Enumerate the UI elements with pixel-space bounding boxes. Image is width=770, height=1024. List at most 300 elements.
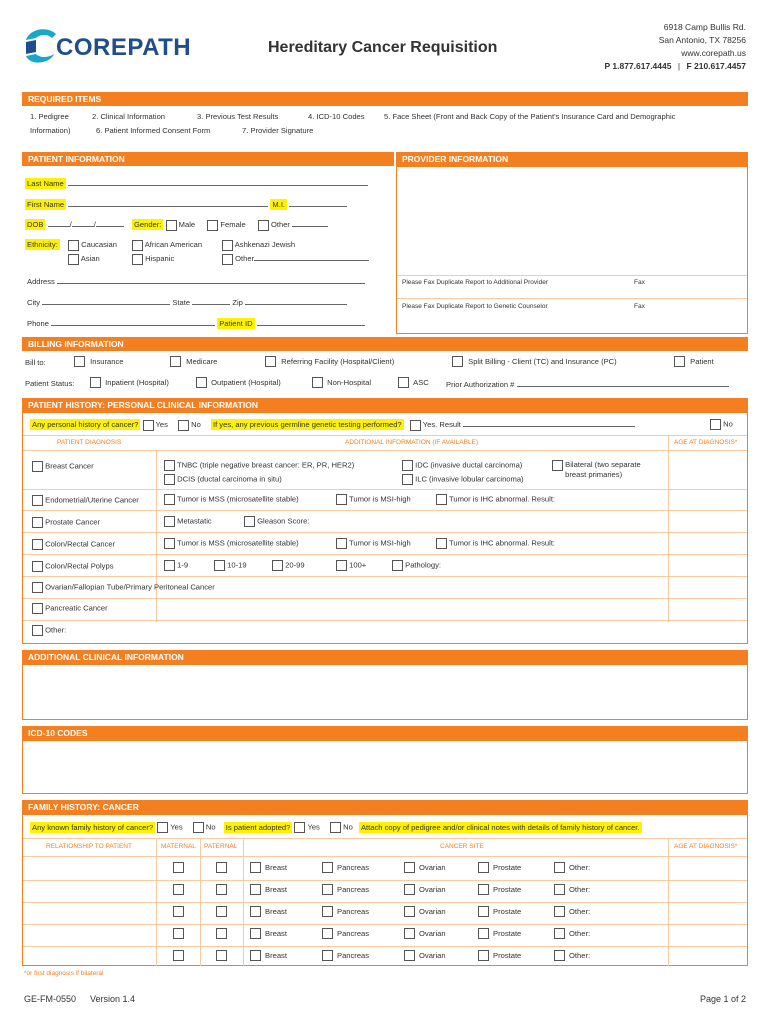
germline-no-checkbox[interactable]	[710, 419, 721, 430]
family-history-header: FAMILY HISTORY: CANCER	[22, 800, 748, 814]
colon-msi	[336, 538, 411, 549]
cancer-site-checkbox[interactable]	[478, 884, 489, 895]
diag-ovarian-checkbox[interactable]	[32, 582, 43, 593]
cancer-site-checkbox[interactable]	[554, 928, 565, 939]
row-divider	[23, 532, 747, 533]
status-inpatient	[90, 377, 169, 388]
cancer-site-option	[478, 862, 521, 873]
page-number: Page 1 of 2	[699, 994, 746, 1004]
personal-history-yes-checkbox[interactable]	[143, 420, 154, 431]
billing-medicare	[170, 356, 217, 367]
ethnicity-label-wrap	[25, 240, 60, 249]
billing-facility-checkbox[interactable]	[265, 356, 276, 367]
diag-other-label: Other:	[45, 625, 67, 635]
family-history-row	[30, 822, 642, 833]
cancer-site-label: Prostate	[493, 928, 522, 938]
personal-history-no-checkbox[interactable]	[178, 420, 189, 431]
polyps-count-checkbox[interactable]	[214, 560, 225, 571]
cancer-site-checkbox[interactable]	[478, 862, 489, 873]
prostate-gleason	[244, 516, 309, 527]
personal-history-row	[30, 419, 635, 431]
phone-id-row	[27, 318, 365, 328]
col-divider	[156, 450, 157, 622]
footnote: *or first diagnosis if bilateral	[24, 970, 104, 977]
endo-mss-checkbox[interactable]	[164, 494, 175, 505]
breast-tnbc	[164, 460, 354, 471]
cancer-site-label: Prostate	[493, 884, 522, 894]
family-history-no-label: No	[205, 822, 216, 832]
provider-dup-2: Please Fax Duplicate Report to Genetic Counselor	[402, 303, 548, 310]
cancer-site-checkbox[interactable]	[478, 950, 489, 961]
ethnicity-other-line[interactable]	[254, 253, 369, 261]
ethnicity-hispanic-checkbox[interactable]	[132, 254, 143, 265]
cancer-site-label: Ovarian	[419, 862, 446, 872]
status-asc-checkbox[interactable]	[398, 377, 409, 388]
ethnicity-asian-label: Asian	[80, 254, 100, 263]
phone-line[interactable]	[51, 318, 215, 326]
additional-clinical-box[interactable]	[22, 664, 748, 720]
diag-colon	[32, 539, 115, 550]
billing-info-header: BILLING INFORMATION	[22, 337, 748, 351]
gender-other-line[interactable]	[292, 219, 328, 227]
attach-pedigree-note: Attach copy of pedigree and/or clinical notes with details of family history of cancer.	[360, 822, 640, 832]
gender-label: Gender:	[133, 220, 162, 229]
paternal-checkbox[interactable]	[216, 862, 227, 873]
city-line[interactable]	[42, 297, 170, 305]
cancer-site-label: Breast	[265, 862, 287, 872]
required-item: Information)	[30, 126, 71, 135]
diag-prostate	[32, 517, 100, 528]
cancer-site-label: Prostate	[493, 950, 522, 960]
prostate-metastatic-checkbox[interactable]	[164, 516, 175, 527]
cancer-site-label: Prostate	[493, 862, 522, 872]
cancer-site-checkbox[interactable]	[404, 928, 415, 939]
cancer-site-option	[478, 928, 521, 939]
status-inpatient-checkbox[interactable]	[90, 377, 101, 388]
eth-col-3	[222, 238, 369, 266]
breast-ilc-label: ILC (invasive lobular carcinoma)	[415, 474, 524, 484]
ethnicity-ashkenazi-checkbox[interactable]	[222, 240, 233, 251]
diag-endometrial	[32, 495, 139, 506]
cancer-site-option	[250, 906, 287, 917]
diag-polyps-checkbox[interactable]	[32, 561, 43, 572]
phone-number: P 1.877.617.4445	[604, 61, 672, 71]
cancer-site-label: Pancreas	[337, 928, 370, 938]
maternal-checkbox[interactable]	[173, 928, 184, 939]
first-name-line[interactable]	[68, 199, 268, 207]
cancer-site-checkbox[interactable]	[478, 928, 489, 939]
cancer-site-checkbox[interactable]	[554, 906, 565, 917]
cancer-site-option	[250, 928, 287, 939]
gender-other-checkbox[interactable]	[258, 220, 269, 231]
address-line-1: 6918 Camp Bullis Rd.	[663, 22, 746, 32]
cancer-site-checkbox[interactable]	[554, 950, 565, 961]
polyps-count-checkbox[interactable]	[272, 560, 283, 571]
ethnicity-asian-checkbox[interactable]	[68, 254, 79, 265]
cancer-site-checkbox[interactable]	[250, 862, 261, 873]
endo-msi-checkbox[interactable]	[336, 494, 347, 505]
icd10-box[interactable]	[22, 740, 748, 794]
paternal-checkbox[interactable]	[216, 950, 227, 961]
cancer-site-option	[322, 950, 369, 961]
diag-polyps-label: Colon/Rectal Polyps	[45, 561, 114, 571]
separator: |	[677, 61, 681, 71]
status-asc	[398, 377, 429, 388]
dob-gender-row: DOB / / Gender: Male Female Other	[25, 219, 328, 231]
maternal-checkbox[interactable]	[173, 862, 184, 873]
dob-year[interactable]	[96, 219, 124, 227]
colon-msi-checkbox[interactable]	[336, 538, 347, 549]
last-name-field[interactable]	[25, 178, 368, 188]
breast-dcis-label: DCIS (ductal carcinoma in situ)	[177, 474, 282, 484]
maternal-checkbox[interactable]	[173, 906, 184, 917]
address-line-2: San Antonio, TX 78256	[658, 35, 746, 45]
last-name-line[interactable]	[68, 178, 368, 186]
maternal-checkbox[interactable]	[173, 950, 184, 961]
required-item: 4. ICD-10 Codes	[308, 112, 365, 121]
polyps-count-label: 100+	[349, 560, 367, 570]
paternal-checkbox[interactable]	[216, 884, 227, 895]
patient-history-header: PATIENT HISTORY: PERSONAL CLINICAL INFORMATION	[22, 398, 748, 412]
cancer-site-option	[250, 884, 287, 895]
cancer-site-label: Pancreas	[337, 950, 370, 960]
required-item: 7. Provider Signature	[242, 126, 314, 135]
cancer-site-label: Other:	[569, 950, 591, 960]
col-paternal: PATERNAL	[204, 843, 238, 850]
billing-patient	[674, 356, 714, 367]
ethnicity-caucasian-checkbox[interactable]	[68, 240, 79, 251]
cancer-site-checkbox[interactable]	[322, 862, 333, 873]
dob-label: DOB	[27, 220, 44, 229]
required-item: 2. Clinical Information	[92, 112, 166, 121]
cancer-site-option	[250, 950, 287, 961]
dob-day[interactable]	[72, 219, 94, 227]
cancer-site-option	[404, 906, 446, 917]
cancer-site-label: Pancreas	[337, 862, 370, 872]
last-name-label: Last Name	[27, 179, 64, 188]
cancer-site-option	[322, 928, 369, 939]
cancer-site-checkbox[interactable]	[322, 950, 333, 961]
cancer-site-label: Ovarian	[419, 928, 446, 938]
cancer-site-label: Ovarian	[419, 884, 446, 894]
germline-question: If yes, any previous germline genetic testing performed?	[212, 420, 402, 429]
cancer-site-option	[322, 862, 369, 873]
status-option-label: Non-Hospital	[327, 377, 372, 387]
page-title: Hereditary Cancer Requisition	[268, 39, 498, 56]
table-divider	[23, 450, 747, 451]
polyps-count-1	[164, 560, 188, 571]
status-option-label: Inpatient (Hospital)	[105, 377, 169, 387]
mi-line[interactable]	[289, 199, 347, 207]
polyps-count-label: 20-99	[285, 560, 305, 570]
billing-facility	[265, 356, 394, 367]
paternal-checkbox[interactable]	[216, 928, 227, 939]
ethnicity-african-label: African American	[144, 240, 203, 249]
personal-history-no-label: No	[191, 420, 201, 429]
cancer-site-label: Breast	[265, 884, 287, 894]
row-divider	[23, 620, 747, 621]
state-line[interactable]	[192, 297, 230, 305]
row-divider	[23, 554, 747, 555]
family-history-box	[22, 814, 748, 966]
cancer-site-checkbox[interactable]	[322, 928, 333, 939]
breast-dcis-checkbox[interactable]	[164, 474, 175, 485]
provider-fax-1: Fax	[634, 279, 645, 286]
patient-status-label: Patient Status:	[25, 379, 75, 388]
icd10-header: ICD-10 CODES	[22, 726, 748, 740]
family-history-question: Any known family history of cancer?	[32, 822, 154, 832]
bill-to-label: Bill to:	[25, 358, 46, 367]
diag-colon-label: Colon/Rectal Cancer	[45, 539, 116, 549]
diag-pancreatic-label: Pancreatic Cancer	[45, 603, 108, 613]
diag-breast-checkbox[interactable]	[32, 461, 43, 472]
gender-male-checkbox[interactable]	[166, 220, 177, 231]
diag-ovarian-label: Ovarian/Fallopian Tube/Primary Peritoneal Cancer	[45, 582, 215, 592]
breast-bilateral	[552, 460, 641, 480]
endo-msi	[336, 494, 411, 505]
cancer-site-checkbox[interactable]	[250, 906, 261, 917]
provider-dup-1: Please Fax Duplicate Report to Additional Provider	[402, 279, 548, 286]
provider-info-header: PROVIDER INFORMATION	[396, 152, 748, 166]
prior-auth-field[interactable]	[446, 379, 729, 389]
personal-history-yes-label: Yes	[155, 420, 168, 429]
endo-ihc	[436, 494, 555, 505]
ethnicity-label: Ethnicity:	[27, 240, 58, 249]
germline-result-line[interactable]	[463, 419, 635, 427]
gender-female-checkbox[interactable]	[207, 220, 218, 231]
billing-patient-checkbox[interactable]	[674, 356, 685, 367]
col-divider	[668, 435, 669, 622]
website: www.corepath.us	[681, 48, 746, 58]
polyps-count-checkbox[interactable]	[164, 560, 175, 571]
diag-colon-checkbox[interactable]	[32, 539, 43, 550]
cancer-site-checkbox[interactable]	[554, 884, 565, 895]
table-divider	[23, 838, 747, 839]
cancer-site-checkbox[interactable]	[404, 906, 415, 917]
dob-month[interactable]	[48, 219, 70, 227]
cancer-site-option	[404, 884, 446, 895]
city-label: City	[27, 298, 41, 307]
cancer-site-label: Other:	[569, 928, 591, 938]
address-field[interactable]	[27, 276, 365, 286]
adopted-no-checkbox[interactable]	[330, 822, 341, 833]
germline-yes-label: Yes. Result	[422, 420, 461, 429]
cancer-site-checkbox[interactable]	[250, 928, 261, 939]
polyps-count-checkbox[interactable]	[336, 560, 347, 571]
colon-msi-label: Tumor is MSI-high	[348, 538, 411, 548]
germline-no-label: No	[723, 419, 733, 429]
state-label: State	[172, 298, 191, 307]
cancer-site-checkbox[interactable]	[478, 906, 489, 917]
eth-col-1	[68, 238, 117, 266]
gender-female-label: Female	[220, 220, 246, 229]
breast-ilc	[402, 474, 524, 485]
endo-ihc-label: Tumor is IHC abnormal. Result:	[448, 494, 556, 504]
paternal-checkbox[interactable]	[216, 906, 227, 917]
cancer-site-checkbox[interactable]	[404, 950, 415, 961]
cancer-site-checkbox[interactable]	[322, 906, 333, 917]
gender-male-label: Male	[178, 220, 196, 229]
table-divider	[23, 435, 747, 436]
breast-tnbc-checkbox[interactable]	[164, 460, 175, 471]
additional-clinical-header: ADDITIONAL CLINICAL INFORMATION	[22, 650, 748, 664]
colon-mss	[164, 538, 299, 549]
breast-tnbc-label: TNBC (triple negative breast cancer: ER, PR, HER2)	[176, 460, 355, 470]
polyps-pathology	[392, 560, 441, 571]
brand-name: COREPATH	[56, 34, 192, 61]
address-line[interactable]	[57, 276, 365, 284]
first-name-label: First Name	[27, 200, 65, 209]
cancer-site-option	[404, 928, 446, 939]
breast-bilateral-label-1: Bilateral (two separate	[565, 460, 641, 469]
row-divider	[23, 510, 747, 511]
prostate-metastatic	[164, 516, 212, 527]
form-id: GE-FM-0550	[24, 994, 77, 1004]
col-cancer-site: CANCER SITE	[440, 843, 484, 850]
prior-auth-line[interactable]	[517, 379, 729, 387]
row-divider	[23, 598, 747, 599]
cancer-site-label: Other:	[569, 906, 591, 916]
cancer-site-label: Prostate	[493, 906, 522, 916]
diag-endometrial-label: Endometrial/Uterine Cancer	[45, 495, 139, 505]
cancer-site-option	[322, 884, 369, 895]
polyps-count-2	[214, 560, 247, 571]
cancer-site-option	[478, 950, 521, 961]
cancer-site-option	[554, 928, 590, 939]
ethnicity-african-checkbox[interactable]	[132, 240, 143, 251]
ethnicity-other-checkbox[interactable]	[222, 254, 233, 265]
diag-endometrial-checkbox[interactable]	[32, 495, 43, 506]
breast-idc-label: IDC (invasive ductal carcinoma)	[415, 460, 523, 470]
prostate-gleason-label: Gleason Score:	[257, 516, 310, 526]
cancer-site-option	[478, 906, 521, 917]
row-divider	[23, 489, 747, 490]
cancer-site-checkbox[interactable]	[250, 950, 261, 961]
eth-col-2	[132, 238, 202, 266]
adopted-no-label: No	[343, 822, 353, 832]
patient-id-label: Patient ID	[219, 319, 253, 328]
ethnicity-ashkenazi-label: Ashkenazi Jewish	[234, 240, 296, 249]
required-item: 3. Previous Test Results	[197, 112, 279, 121]
breast-idc-checkbox[interactable]	[402, 460, 413, 471]
billing-split-checkbox[interactable]	[452, 356, 463, 367]
family-history-yes-checkbox[interactable]	[157, 822, 168, 833]
col-age-at-diagnosis: AGE AT DIAGNOSIS*	[674, 439, 738, 446]
contact-numbers	[605, 61, 747, 71]
address-label: Address	[27, 277, 55, 286]
diag-prostate-checkbox[interactable]	[32, 517, 43, 528]
billing-insurance	[74, 356, 123, 367]
cancer-site-label: Other:	[569, 862, 591, 872]
cancer-site-checkbox[interactable]	[322, 884, 333, 895]
endo-mss-label: Tumor is MSS (microsatellite stable)	[176, 494, 299, 504]
phone-label: Phone	[27, 319, 49, 328]
family-history-yes-label: Yes	[170, 822, 183, 832]
col-maternal: MATERNAL	[161, 843, 196, 850]
breast-ilc-checkbox[interactable]	[402, 474, 413, 485]
colon-mss-label: Tumor is MSS (microsatellite stable)	[176, 538, 299, 548]
cancer-site-checkbox[interactable]	[404, 862, 415, 873]
required-item: 1. Pedigree	[30, 112, 69, 121]
diag-pancreatic	[32, 603, 108, 614]
patient-info-header: PATIENT INFORMATION	[22, 152, 394, 166]
diag-prostate-label: Prostate Cancer	[45, 517, 100, 527]
cancer-site-option	[554, 862, 590, 873]
ethnicity-other-label: Other	[235, 254, 255, 263]
cancer-site-label: Pancreas	[337, 884, 370, 894]
row-divider	[23, 924, 747, 925]
diag-other-checkbox[interactable]	[32, 625, 43, 636]
diag-pancreatic-checkbox[interactable]	[32, 603, 43, 614]
billing-option-label: Split Billing - Client (TC) and Insurance (PC)	[468, 356, 617, 366]
cancer-site-checkbox[interactable]	[554, 862, 565, 873]
endo-ihc-checkbox[interactable]	[436, 494, 447, 505]
fax-number: F 210.617.4457	[686, 61, 746, 71]
status-outpatient-checkbox[interactable]	[196, 377, 207, 388]
cancer-site-label: Pancreas	[337, 906, 370, 916]
col-family-age: AGE AT DIAGNOSIS*	[674, 843, 738, 850]
table-divider	[23, 856, 747, 857]
cancer-site-option	[554, 950, 590, 961]
zip-label: Zip	[232, 298, 243, 307]
cancer-site-checkbox[interactable]	[404, 884, 415, 895]
cancer-site-option	[404, 862, 446, 873]
city-state-zip-row	[27, 297, 347, 307]
diag-breast-label: Breast Cancer	[45, 461, 94, 471]
provider-divider	[397, 275, 747, 276]
polyps-count-3	[272, 560, 305, 571]
colon-ihc	[436, 538, 555, 549]
first-name-field[interactable]	[25, 199, 347, 209]
breast-dcis	[164, 474, 282, 485]
patient-id-line[interactable]	[257, 318, 365, 326]
prior-auth-label: Prior Authorization #	[446, 380, 515, 389]
required-item: 6. Patient Informed Consent Form	[96, 126, 211, 135]
row-divider	[23, 946, 747, 947]
gender-other-label: Other	[270, 220, 290, 229]
diag-ovarian	[32, 582, 215, 593]
colon-ihc-checkbox[interactable]	[436, 538, 447, 549]
status-nonhospital	[312, 377, 371, 388]
row-divider	[23, 902, 747, 903]
maternal-checkbox[interactable]	[173, 884, 184, 895]
billing-medicare-checkbox[interactable]	[170, 356, 181, 367]
colon-mss-checkbox[interactable]	[164, 538, 175, 549]
polyps-pathology-checkbox[interactable]	[392, 560, 403, 571]
zip-line[interactable]	[245, 297, 347, 305]
logo	[22, 26, 222, 66]
cancer-site-option	[322, 906, 369, 917]
diag-other	[32, 625, 66, 636]
adopted-yes-label: Yes	[307, 822, 320, 832]
cancer-site-checkbox[interactable]	[250, 884, 261, 895]
germline-yes-checkbox[interactable]	[410, 420, 421, 431]
family-history-no-checkbox[interactable]	[193, 822, 204, 833]
billing-option-label: Medicare	[186, 356, 218, 366]
required-items-header: REQUIRED ITEMS	[22, 92, 748, 106]
patient-history-box	[22, 412, 748, 644]
breast-bilateral-checkbox[interactable]	[552, 460, 563, 471]
cancer-site-option	[478, 884, 521, 895]
germline-no	[710, 419, 733, 430]
status-nonhospital-checkbox[interactable]	[312, 377, 323, 388]
cancer-site-option	[404, 950, 446, 961]
prostate-gleason-checkbox[interactable]	[244, 516, 255, 527]
billing-insurance-checkbox[interactable]	[74, 356, 85, 367]
colon-ihc-label: Tumor is IHC abnormal. Result:	[448, 538, 556, 548]
adopted-yes-checkbox[interactable]	[294, 822, 305, 833]
breast-bilateral-label-2: breast primaries)	[565, 470, 623, 479]
